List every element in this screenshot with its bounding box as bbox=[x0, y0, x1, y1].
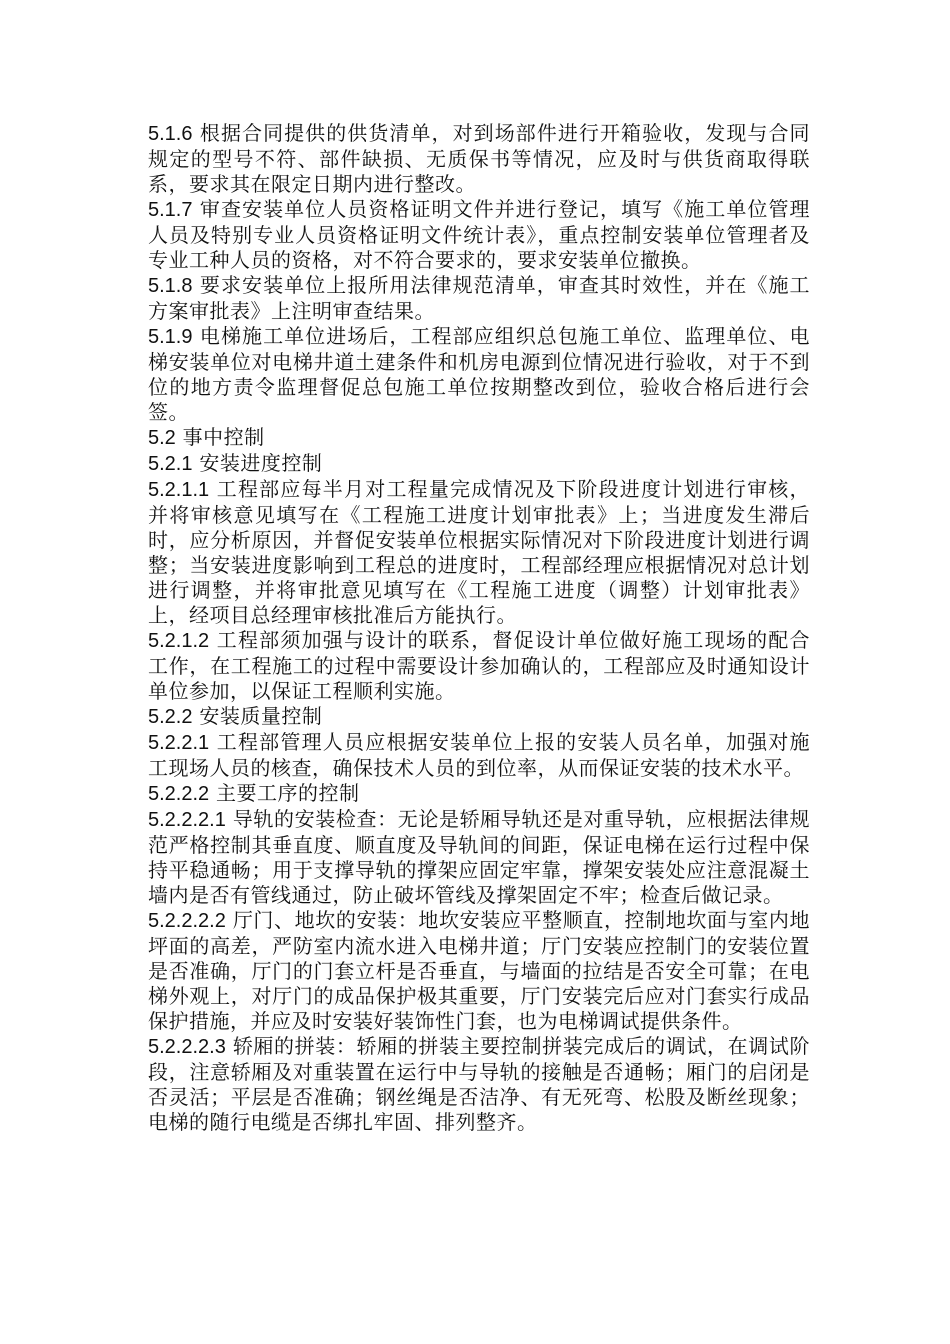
heading-5-2-2 bbox=[148, 704, 810, 730]
heading-5-2 bbox=[148, 425, 810, 451]
section-number: 5.2.1.2 bbox=[148, 630, 210, 652]
paragraph-5-2-1-1 bbox=[148, 477, 810, 628]
section-number: 5.2.2 bbox=[148, 706, 193, 728]
section-number: 5.2 bbox=[148, 427, 176, 449]
paragraph-text: 导轨的安装检查：无论是轿厢导轨还是对重导轨，应根据法律规范严格控制其垂直度、顺直度及导轨间的间距，保证电梯在运行过程中保持平稳通畅；用于支撑导轨的撑架应固定牢靠，撑架安装处应注意混凝土墙内是否有管线通过，防止破坏管线及撑架固定不牢；检查后做记录。 bbox=[148, 807, 810, 907]
heading-text: 事中控制 bbox=[175, 425, 265, 449]
paragraph-text: 工程部管理人员应根据安装单位上报的安装人员名单，加强对施工现场人员的核查，确保技术人员的到位率，从而保证安装的技术水平。 bbox=[148, 730, 810, 780]
paragraph-text: 根据合同提供的供货清单，对到场部件进行开箱验收，发现与合同规定的型号不符、部件缺损、无质保书等情况，应及时与供货商取得联系，要求其在限定日期内进行整改。 bbox=[148, 121, 810, 196]
section-number: 5.2.2.2.1 bbox=[148, 809, 226, 831]
paragraph-5-2-2-2-3 bbox=[148, 1034, 810, 1135]
paragraph-text: 厅门、地坎的安装：地坎安装应平整顺直，控制地坎面与室内地坪面的高差，严防室内流水进入电梯井道；厅门安装应控制门的安装位置是否准确，厅门的门套立杆是否垂直，与墙面的拉结是否安全可靠；在电梯外观上，对厅门的成品保护极其重要，厅门安装完后应对门套实行成品保护措施，并应及时安装好装饰性门套，也为电梯调试提供条件。 bbox=[148, 908, 810, 1033]
paragraph-5-2-2-2-1 bbox=[148, 807, 810, 908]
heading-text: 安装质量控制 bbox=[192, 704, 323, 728]
paragraph-5-2-2-1 bbox=[148, 730, 810, 781]
document-body bbox=[148, 121, 810, 1135]
section-number: 5.1.7 bbox=[148, 199, 193, 221]
heading-text: 主要工序的控制 bbox=[209, 781, 360, 805]
section-number: 5.2.2.2 bbox=[148, 783, 210, 805]
paragraph-text: 工程部应每半月对工程量完成情况及下阶段进度计划进行审核，并将审核意见填写在《工程施工进度计划审批表》上；当进度发生滞后时，应分析原因，并督促安装单位根据实际情况对下阶段进度计划进行调整；当安装进度影响到工程总的进度时，工程部经理应根据情况对总计划进行调整，并将审批意见填写在《工程施工进度（调整）计划审批表》上，经项目总经理审核批准后方能执行。 bbox=[148, 477, 810, 627]
section-number: 5.2.2.2.3 bbox=[148, 1036, 226, 1058]
paragraph-5-1-6 bbox=[148, 121, 810, 197]
heading-5-2-2-2 bbox=[148, 781, 810, 807]
paragraph-text: 工程部须加强与设计的联系，督促设计单位做好施工现场的配合工作，在工程施工的过程中需要设计参加确认的，工程部应及时通知设计单位参加，以保证工程顺利实施。 bbox=[148, 628, 810, 703]
paragraph-5-1-9 bbox=[148, 324, 810, 425]
heading-text: 安装进度控制 bbox=[192, 451, 323, 475]
paragraph-text: 电梯施工单位进场后，工程部应组织总包施工单位、监理单位、电梯安装单位对电梯井道土建条件和机房电源到位情况进行验收，对于不到位的地方责令监理督促总包施工单位按期整改到位，验收合格后进行会签。 bbox=[148, 324, 810, 424]
paragraph-text: 轿厢的拼装：轿厢的拼装主要控制拼装完成后的调试，在调试阶段，注意轿厢及对重装置在运行中与导轨的接触是否通畅；厢门的启闭是否灵活；平层是否准确；钢丝绳是否洁净、有无死弯、松股及断丝现象；电梯的随行电缆是否绑扎牢固、排列整齐。 bbox=[148, 1034, 810, 1134]
section-number: 5.1.8 bbox=[148, 275, 193, 297]
section-number: 5.1.6 bbox=[148, 123, 193, 145]
paragraph-text: 审查安装单位人员资格证明文件并进行登记，填写《施工单位管理人员及特别专业人员资格证明文件统计表》，重点控制安装单位管理者及专业工种人员的资格，对不符合要求的，要求安装单位撤换。 bbox=[148, 197, 810, 272]
paragraph-text: 要求安装单位上报所用法律规范清单，审查其时效性，并在《施工方案审批表》上注明审查结果。 bbox=[148, 273, 810, 323]
section-number: 5.1.9 bbox=[148, 326, 193, 348]
paragraph-5-1-8 bbox=[148, 273, 810, 324]
paragraph-5-2-1-2 bbox=[148, 628, 810, 704]
section-number: 5.2.2.1 bbox=[148, 732, 210, 754]
section-number: 5.2.1.1 bbox=[148, 479, 210, 501]
section-number: 5.2.2.2.2 bbox=[148, 910, 226, 932]
paragraph-5-1-7 bbox=[148, 197, 810, 273]
section-number: 5.2.1 bbox=[148, 453, 193, 475]
paragraph-5-2-2-2-2 bbox=[148, 908, 810, 1034]
heading-5-2-1 bbox=[148, 451, 810, 477]
